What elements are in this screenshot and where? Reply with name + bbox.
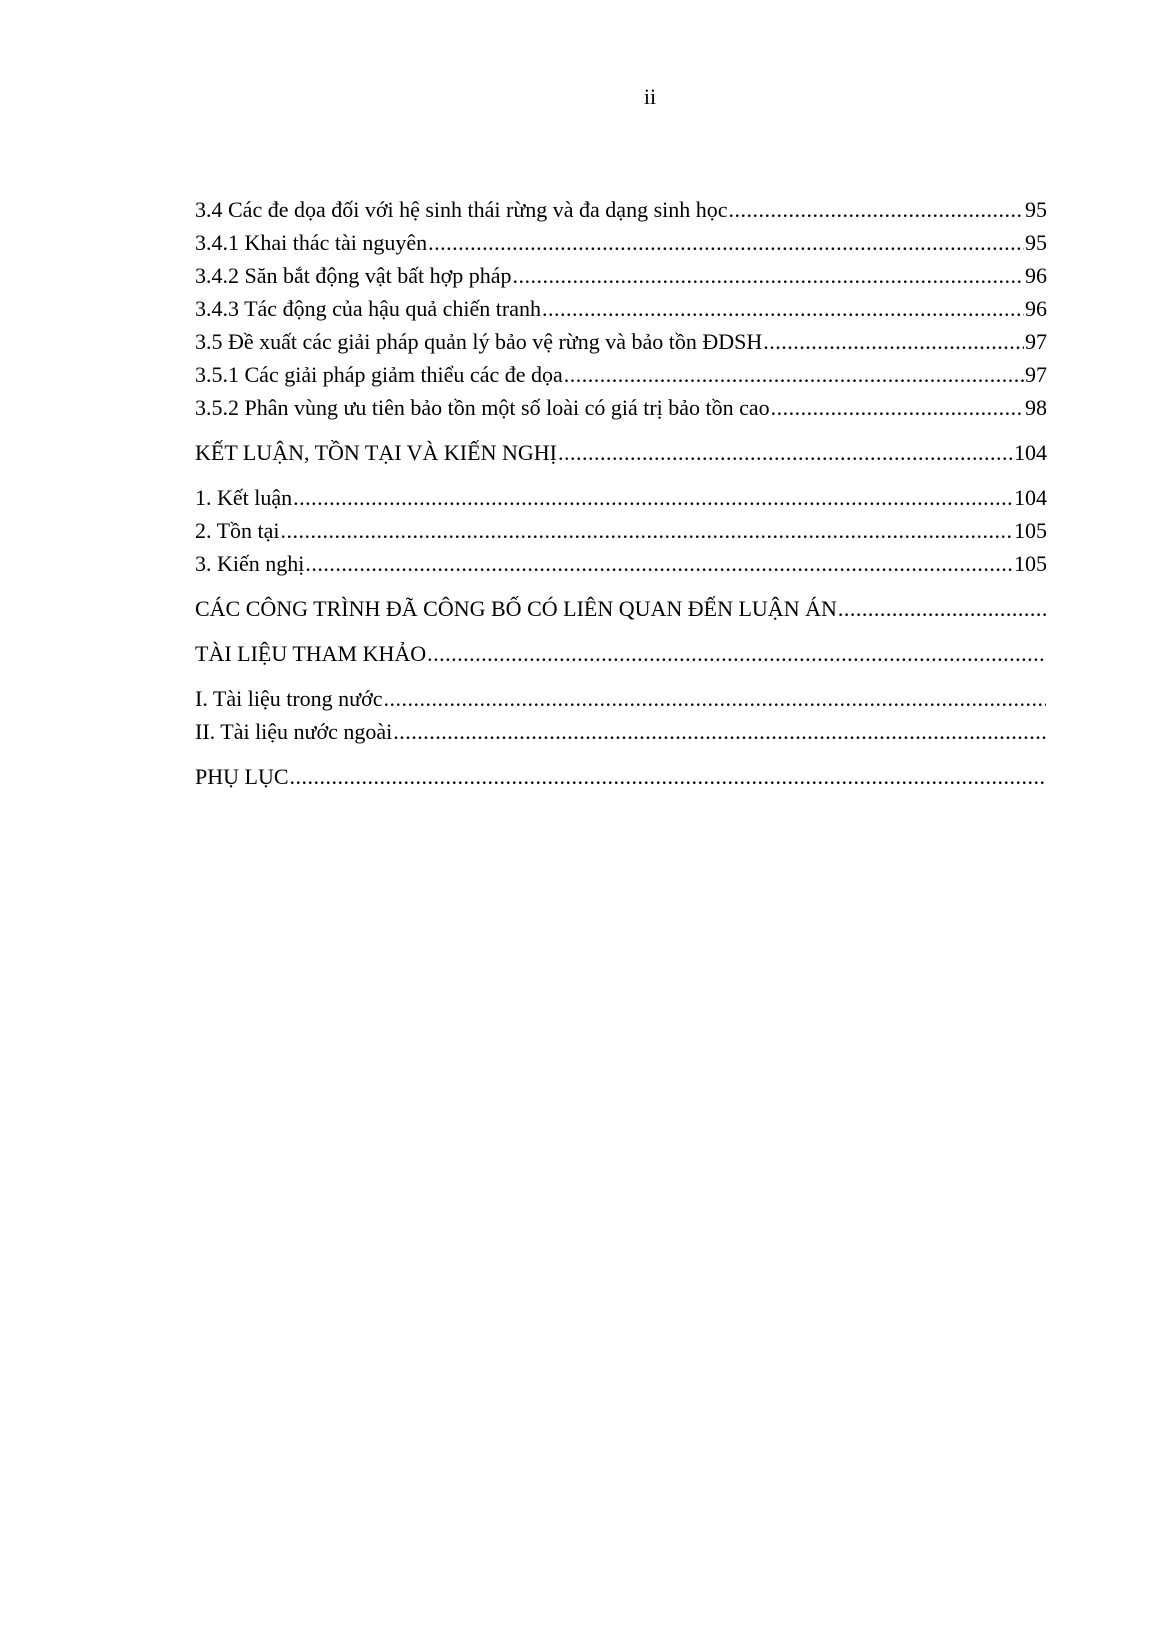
dot-leader [558,436,1013,469]
dot-leader [384,682,1047,715]
toc-page-number: 95 [1025,197,1047,222]
toc-page-number: 104 [1014,440,1047,465]
toc-entry-label: 2. Tồn tại [195,518,280,543]
page-number: ii [643,84,657,109]
toc-heading-phu-luc[interactable] [195,760,1047,793]
toc-entry-3-5-1[interactable] [195,358,1047,391]
toc-page-number: 96 [1025,296,1047,321]
toc-entry-label: 3.4.3 Tác động của hậu quả chiến tranh [195,296,541,321]
toc-page-number: 95 [1025,230,1047,255]
dot-leader [763,325,1024,358]
toc-entry-label: CÁC CÔNG TRÌNH ĐÃ CÔNG BỐ CÓ LIÊN QUAN ĐẾN LUẬN ÁN [195,596,837,621]
toc-heading-ket-luan[interactable] [195,436,1047,469]
toc-entry-label: 1. Kết luận [195,485,293,510]
toc-page-number: 104 [1014,485,1047,510]
toc-entry-label: 3.5.1 Các giải pháp giảm thiểu các đe dọa [195,362,563,387]
toc-heading-tai-lieu[interactable] [195,637,1047,670]
dot-leader [771,391,1024,424]
toc-entry-label: TÀI LIỆU THAM KHẢO [195,641,427,666]
dot-leader [305,547,1013,580]
dot-leader [293,481,1013,514]
dot-leader [393,715,1046,748]
toc-entry-label: 3.4.1 Khai thác tài nguyên [195,230,428,255]
dot-leader [428,226,1024,259]
dot-leader [838,592,1046,625]
dot-leader [729,193,1024,226]
toc-entry-label: 3. Kiến nghị [195,551,305,576]
toc-entry-3-4-1[interactable] [195,226,1047,259]
toc-entry-label: PHỤ LỤC [195,764,289,789]
toc-entry-3-5[interactable] [195,325,1047,358]
toc-page-number: 105 [1014,551,1047,576]
dot-leader [281,514,1013,547]
toc-entry-label: II. Tài liệu nước ngoài [195,719,393,744]
dot-leader [564,358,1024,391]
dot-leader [542,292,1024,325]
toc-page-number: 97 [1025,329,1047,354]
dot-leader [513,259,1024,292]
toc-entry-3-4[interactable] [195,193,1047,226]
toc-entry-label: 3.5 Đề xuất các giải pháp quản lý bảo vệ rừng và bảo tồn ĐDSH [195,329,763,354]
table-of-contents [195,193,1047,793]
toc-entry-label: 3.5.2 Phân vùng ưu tiên bảo tồn một số loài có giá trị bảo tồn cao [195,395,770,420]
toc-entry-ket-luan[interactable] [195,481,1047,514]
toc-entry-3-4-2[interactable] [195,259,1047,292]
toc-entry-kien-nghi[interactable] [195,547,1047,580]
toc-entry-label: I. Tài liệu trong nước [195,686,383,711]
toc-entry-tai-lieu-trong-nuoc[interactable] [195,682,1047,715]
toc-entry-label: KẾT LUẬN, TỒN TẠI VÀ KIẾN NGHỊ [195,440,557,465]
toc-entry-label: 3.4.2 Săn bắt động vật bất hợp pháp [195,263,512,288]
toc-page-number: 105 [1014,518,1047,543]
dot-leader [427,637,1046,670]
toc-heading-cong-trinh[interactable] [195,592,1047,625]
toc-entry-label: 3.4 Các đe dọa đối với hệ sinh thái rừng và đa dạng sinh học [195,197,728,222]
toc-entry-tai-lieu-nuoc-ngoai[interactable] [195,715,1047,748]
toc-entry-ton-tai[interactable] [195,514,1047,547]
dot-leader [290,760,1046,793]
toc-page-number: 98 [1025,395,1047,420]
toc-entry-3-5-2[interactable] [195,391,1047,424]
toc-entry-3-4-3[interactable] [195,292,1047,325]
toc-page-number: 97 [1025,362,1047,387]
toc-page-number: 96 [1025,263,1047,288]
